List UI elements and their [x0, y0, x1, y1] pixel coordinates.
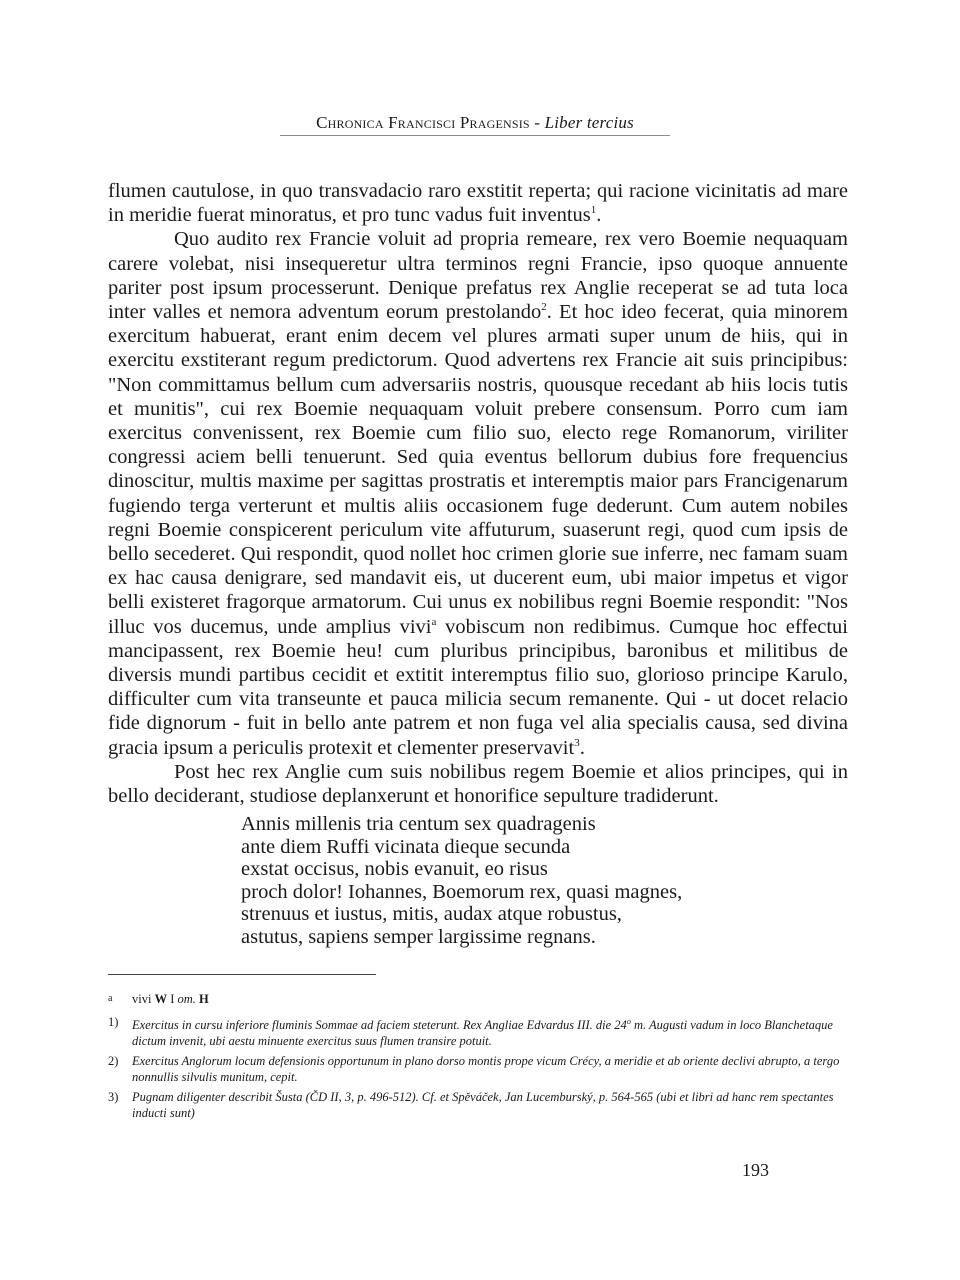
footnote-ref-3: 3: [574, 736, 580, 749]
footnote-mark: 3): [108, 1089, 119, 1104]
paragraph-1: [108, 179, 848, 227]
running-head-part: Liber tercius: [544, 113, 634, 132]
paragraph-2-text-b: . Et hoc ideo fecerat, quia minorem exercitum habuerat, erant enim decem vel plures armati super unum de hiis, qui in exercitu exstiterant regum predictorum. Quod advertens rex Francie ait suis principibus: "Non committamus bellum cum adversariis nostris, quousque recedant ab hiis locis tutis et munitis", cui rex Boemie nequaquam voluit prebere consensum. Porro cum iam exercitus convenissent, rex Boemie cum filio suo, electo rege Romanorum, viriliter congressi aciem belli tenuerunt. Sed quia eventus bellorum dubius fore frequencius dinoscitur, multis maxime per sagittas prostratis et interemptis maior pars Francigenarum fugiendo terga verterunt et multis aliis occasionem fuge dederunt. Cum autem nobiles regni Boemie conspicerent periculum vite affuturum, suaserunt regi, quod cum ipsis de bello secederet. Qui respondit, quod nollet hoc crimen glorie sue inferre, nec famam suam ex hac causa denigrare, sed mandavit eis, ut ducerent eum, ubi maior impetus et vigor belli existeret fragorque armatorum. Cui unus ex nobilibus regni Boemie respondit: "Nos illuc vos ducemus, unde amplius vivi: [108, 301, 848, 638]
apparatus-siglum-h: H: [195, 992, 209, 1006]
verse-line: astutus, sapiens semper largissime regnans.: [241, 925, 596, 948]
verse-line: exstat occisus, nobis evanuit, eo risus: [241, 858, 548, 880]
footnote-1: [108, 1014, 848, 1050]
footnote-2: [108, 1053, 848, 1086]
running-head: [280, 113, 670, 136]
footnote-ref-2: 2: [541, 301, 547, 314]
apparatus-siglum-w: W: [154, 992, 168, 1006]
running-head-separator: -: [529, 113, 545, 132]
verse-line: strenuus et iustus, mitis, audax atque robustus,: [241, 903, 622, 925]
apparatus-lemma: vivi: [132, 992, 155, 1006]
footnote-3: [108, 1089, 848, 1122]
footnote-ref-1: 1: [590, 204, 597, 217]
paragraph-2-text-c: vobiscum non redibimus. Cumque hoc effectui mancipassent, rex Boemie heu! cum pluribus principibus, baronibus et militibus de diversis mundi partibus cecidit et extitit interemptus filio suo, glorioso principe Karulo, difficulter cum vita transeunte et pauca milicia secum remanente. Qui - ut docet relacio fide dignorum - fuit in bello ante patrem et non fuga vel alia specialis causa, sed divina gracia ipsum a periculis protexit et clementer preservavit: [108, 615, 848, 759]
paragraph-2: [108, 227, 848, 759]
footnote-mark: 2): [108, 1053, 119, 1068]
footnote-superscript: o: [626, 1016, 631, 1026]
apparatus-mark: a: [108, 993, 113, 1004]
verse-line: ante diem Ruffi vicinata dieque secunda: [241, 835, 571, 858]
apparatus-separator: I: [167, 992, 178, 1006]
paragraph-1-end: .: [596, 204, 602, 227]
paragraph-2-end: .: [579, 736, 585, 759]
footnote-divider: [108, 974, 376, 975]
verse-line: proch dolor! Iohannes, Boemorum rex, quasi magnes,: [241, 880, 683, 903]
note-ref-a: a: [431, 615, 437, 628]
page-number: 193: [742, 1160, 769, 1180]
footnote-text: Exercitus in cursu inferiore fluminis Sommae ad faciem steterunt. Rex Angliae Edvardus III. die 24: [132, 1017, 627, 1032]
footnote-text: Exercitus Anglorum locum defensionis opportunum in plano dorso montis prope vicum Crécy, a meridie et ab oriente declivi abrupto, a tergo nonnullis silvulis munitum, cepit.: [132, 1053, 840, 1085]
paragraph-3: Post hec rex Anglie cum suis nobilibus regem Boemie et alios principes, qui in bello deciderant, studiose deplanxerunt et honorifice sepulture tradiderunt.: [108, 760, 848, 808]
verse-line: Annis millenis tria centum sex quadragenis: [241, 813, 596, 835]
paragraph-2-text-a: Quo audito rex Francie voluit ad propria remeare, rex vero Boemie nequaquam carere volebat, nisi insequeretur ultra terminos regni Francie, ipso quoque annuente pariter post ipsum processerunt. Denique prefatus rex Anglie receperat se ad tuta loca inter valles et nemora adventum eorum prestolando: [108, 228, 848, 324]
apparatus-om: om.: [177, 992, 196, 1006]
footnote-text: m. Augusti vadum in loco Blanchetaque dictum invenit, ubi aestu minuente exercitus suus flumen transire potuit.: [132, 1017, 833, 1049]
footnote-mark: 1): [108, 1014, 119, 1029]
verse-block: [241, 813, 682, 948]
footnote-text: Pugnam diligenter describit Šusta (ČD II, 3, p. 496-512). Cf. et Spěváček, Jan Lucemburský, p. 564-565 (ubi et libri ad hanc rem spectantes inducti sunt): [132, 1089, 834, 1121]
footnotes: [108, 991, 848, 1125]
apparatus-note-a: [108, 991, 848, 1011]
paragraph-1-text: flumen cautulose, in quo transvadacio raro exstitit reperta; qui racione vicinitatis ad mare in meridie fuerat minoratus, et pro tunc vadus fuit inventus: [108, 180, 848, 227]
main-text: [108, 179, 848, 808]
running-head-title: Chronica Francisci Pragensis: [316, 113, 530, 132]
